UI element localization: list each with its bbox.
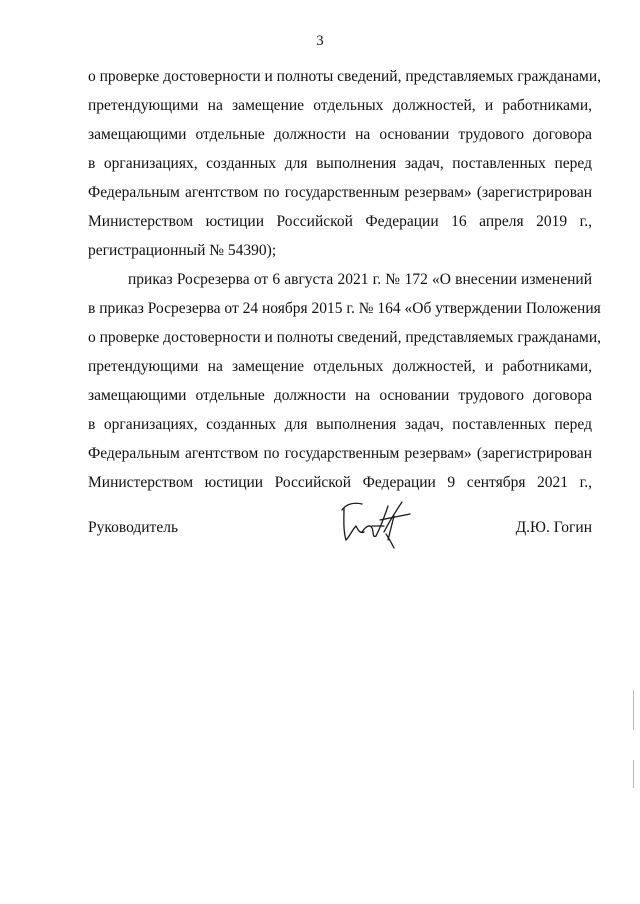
text-line: претендующими на замещение отдельных должностей, и работниками, [88,97,592,114]
text-line: в приказ Росрезерва от 24 ноября 2015 г. № 164 «Об утверждении Положения [88,300,601,317]
signatory-title: Руководитель [88,519,179,536]
text-line: о проверке достоверности и полноты сведений, представляемых гражданами, [88,329,601,346]
text-line: Министерством юстиции Российской Федерации 16 апреля 2019 г., [88,213,592,230]
scan-edge-mark [633,690,634,730]
text-line: в организациях, созданных для выполнения задач, поставленных перед [88,416,592,433]
page-number: 3 [316,33,324,49]
text-line: Министерством юстиции Российской Федерации 9 сентября 2021 г., [88,474,592,491]
text-line: Федеральным агентством по государственным резервам» (зарегистрирован [88,445,592,462]
handwritten-signature [332,496,416,552]
text-line: замещающими отдельные должности на основании трудового договора [88,126,592,143]
scan-edge-mark [633,760,634,788]
signatory-name: Д.Ю. Гогин [515,519,592,536]
text-line: претендующими на замещение отдельных должностей, и работниками, [88,358,592,375]
text-line: регистрационный № 54390); [88,242,277,259]
text-line: замещающими отдельные должности на основании трудового договора [88,387,592,404]
text-line: в организациях, созданных для выполнения задач, поставленных перед [88,155,592,172]
text-line: Федеральным агентством по государственным резервам» (зарегистрирован [88,184,592,201]
text-line: приказ Росрезерва от 6 августа 2021 г. № 172 «О внесении изменений [128,271,592,288]
text-line: о проверке достоверности и полноты сведений, представляемых гражданами, [88,68,601,85]
